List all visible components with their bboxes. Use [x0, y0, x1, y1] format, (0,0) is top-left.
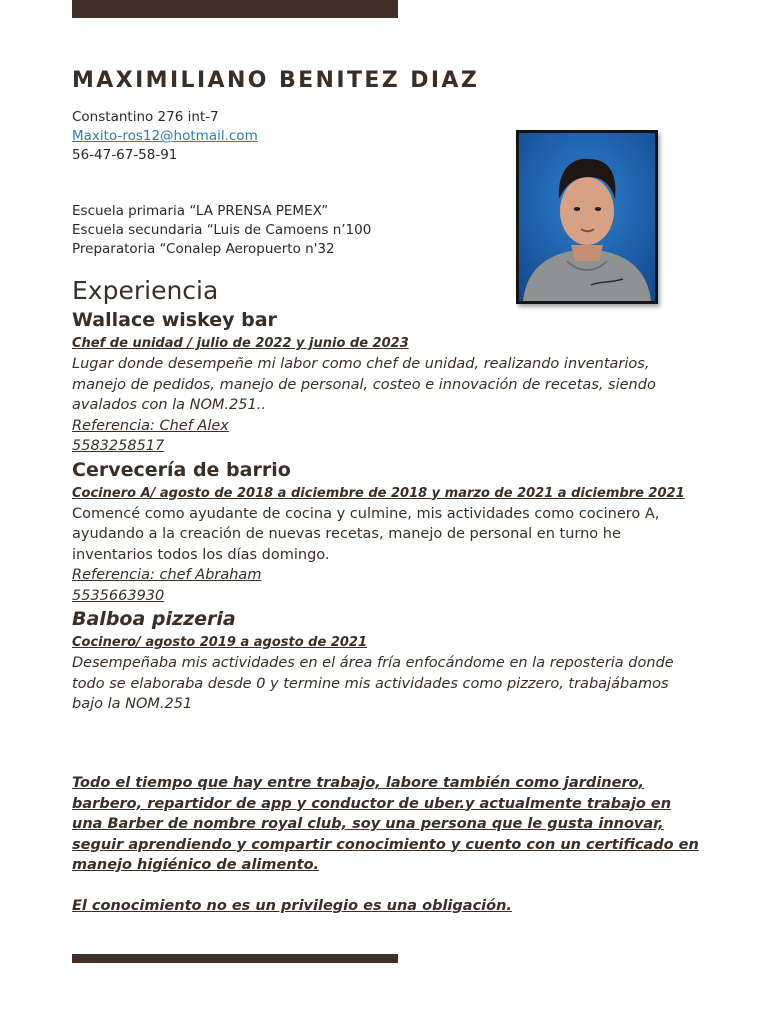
- job-entry-wallace: [72, 307, 697, 457]
- education-item-primary: Escuela primaria “LA PRENSA PEMEX”: [72, 203, 329, 219]
- job-company: Balboa pizzeria: [72, 608, 236, 630]
- job-company: Cervecería de barrio: [72, 458, 291, 481]
- job-reference: Referencia: Chef Alex: [72, 417, 229, 434]
- job-entry-balboa: [72, 606, 697, 715]
- job-description: Desempeñaba mis actividades en el área fría enfocándome en la reposteria donde todo se elaboraba desde 0 y termine mis actividades como pizzero, trabajábamos bajo la NOM.251: [72, 655, 674, 712]
- closing-paragraph: Todo el tiempo que hay entre trabajo, labore también como jardinero, barbero, repartidor de app y conductor de uber.y actualmente trabajo en una Barber de nombre royal club, soy una persona que le gusta innovar, seguir aprendiendo y compartir conocimiento y cuento con un certificado en manejo higiénico de alimento.: [72, 775, 699, 873]
- job-company: Wallace wiskey bar: [72, 309, 277, 331]
- job-reference-phone: 5535663930: [72, 587, 165, 604]
- experience-heading: Experiencia: [72, 276, 219, 305]
- contact-block: [72, 108, 258, 165]
- email-link[interactable]: Maxito-ros12@hotmail.com: [72, 128, 258, 144]
- education-item-prep: Preparatoria “Conalep Aeropuerto n'32: [72, 241, 335, 257]
- top-decorative-bar: [72, 0, 398, 18]
- job-reference: Referencia: chef Abraham: [72, 567, 262, 583]
- experience-section: [72, 275, 697, 715]
- address-text: Constantino 276 int-7: [72, 109, 219, 125]
- job-role: Cocinero A/ agosto de 2018 a diciembre de 2018 y marzo de 2021 a diciembre 2021: [72, 485, 685, 501]
- job-description: Lugar donde desempeñe mi labor como chef de unidad, realizando inventarios, manejo de pedidos, manejo de personal, costeo e innovación de recetas, siendo avalados con la NOM.251..: [72, 356, 656, 413]
- job-role: Chef de unidad / julio de 2022 y junio de 2023: [72, 336, 409, 351]
- phone-text: 56-47-67-58-91: [72, 147, 178, 163]
- candidate-name: MAXIMILIANO BENITEZ DIAZ: [72, 68, 480, 93]
- job-description: Comencé como ayudante de cocina y culmine, mis actividades como cocinero A, ayudando a la creación de nuevas recetas, manejo de personal en turno he inventarios todos los días domingo.: [72, 505, 660, 563]
- education-list: [72, 202, 371, 259]
- job-role: Cocinero/ agosto 2019 a agosto de 2021: [72, 635, 367, 650]
- motto-text: El conocimiento no es un privilegio es una obligación.: [72, 898, 512, 914]
- education-item-secondary: Escuela secundaria “Luis de Camoens n’100: [72, 222, 372, 238]
- job-entry-cerveceria: [72, 457, 697, 607]
- job-reference-phone: 5583258517: [72, 438, 165, 454]
- bottom-decorative-bar: [72, 954, 398, 963]
